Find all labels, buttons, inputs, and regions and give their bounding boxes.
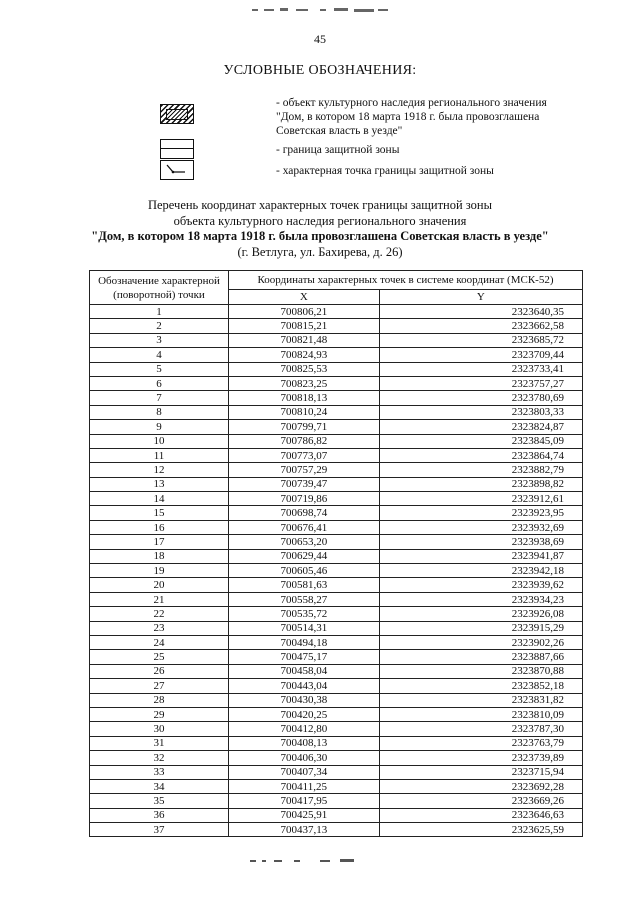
x-coordinate-cell: 700821,48	[229, 333, 380, 347]
point-number-cell: 21	[90, 592, 229, 606]
x-coordinate-cell: 700458,04	[229, 664, 380, 678]
table-row	[90, 391, 583, 405]
column-header-point: Обозначение характерной (поворотной) точки	[90, 271, 229, 305]
heading-line-3: "Дом, в котором 18 марта 1918 г. была провозглашена Советская власть в уезде"	[91, 229, 549, 243]
x-coordinate-cell: 700810,24	[229, 405, 380, 419]
heading-line-4: (г. Ветлуга, ул. Бахирева, д. 26)	[237, 244, 403, 259]
table-row	[90, 578, 583, 592]
x-coordinate-cell: 700443,04	[229, 679, 380, 693]
y-coordinate-cell: 2323739,89	[379, 751, 582, 765]
point-number-cell: 31	[90, 736, 229, 750]
point-number-cell: 14	[90, 492, 229, 506]
scan-artifact-bottom	[250, 858, 360, 864]
legend-title: УСЛОВНЫЕ ОБОЗНАЧЕНИЯ:	[223, 63, 417, 78]
table-row	[90, 751, 583, 765]
table-row	[90, 549, 583, 563]
point-number-cell: 24	[90, 635, 229, 649]
coordinates-table	[89, 270, 583, 837]
coordinates-table-body	[90, 305, 583, 837]
table-row	[90, 621, 583, 635]
heading-line-1: Перечень координат характерных точек границы защитной зоны	[147, 198, 493, 212]
x-coordinate-cell: 700437,13	[229, 823, 380, 837]
table-row	[90, 535, 583, 549]
table-row	[90, 305, 583, 319]
y-coordinate-cell: 2323941,87	[379, 549, 582, 563]
x-coordinate-cell: 700739,47	[229, 477, 380, 491]
table-row	[90, 319, 583, 333]
point-number-cell: 32	[90, 751, 229, 765]
characteristic-point-icon	[160, 160, 194, 180]
x-coordinate-cell: 700406,30	[229, 751, 380, 765]
x-coordinate-cell: 700653,20	[229, 535, 380, 549]
table-row	[90, 376, 583, 390]
table-row	[90, 736, 583, 750]
point-number-cell: 6	[90, 376, 229, 390]
point-number-cell: 4	[90, 348, 229, 362]
point-number-cell: 5	[90, 362, 229, 376]
y-coordinate-cell: 2323646,63	[379, 808, 582, 822]
x-coordinate-cell: 700815,21	[229, 319, 380, 333]
y-coordinate-cell: 2323692,28	[379, 779, 582, 793]
point-number-cell: 7	[90, 391, 229, 405]
table-row	[90, 592, 583, 606]
y-coordinate-cell: 2323780,69	[379, 391, 582, 405]
x-coordinate-cell: 700698,74	[229, 506, 380, 520]
y-coordinate-cell: 2323625,59	[379, 823, 582, 837]
point-number-cell: 16	[90, 520, 229, 534]
point-number-cell: 15	[90, 506, 229, 520]
y-coordinate-cell: 2323882,79	[379, 463, 582, 477]
y-coordinate-cell: 2323939,62	[379, 578, 582, 592]
table-row	[90, 794, 583, 808]
x-coordinate-cell: 700605,46	[229, 564, 380, 578]
table-row	[90, 607, 583, 621]
point-number-cell: 10	[90, 434, 229, 448]
y-coordinate-cell: 2323685,72	[379, 333, 582, 347]
y-coordinate-cell: 2323870,88	[379, 664, 582, 678]
point-number-cell: 2	[90, 319, 229, 333]
x-coordinate-cell: 700408,13	[229, 736, 380, 750]
table-row	[90, 362, 583, 376]
point-number-cell: 22	[90, 607, 229, 621]
y-coordinate-cell: 2323803,33	[379, 405, 582, 419]
column-header-y: Y	[379, 290, 582, 305]
x-coordinate-cell: 700818,13	[229, 391, 380, 405]
x-coordinate-cell: 700494,18	[229, 635, 380, 649]
point-number-cell: 19	[90, 564, 229, 578]
x-coordinate-cell: 700412,80	[229, 722, 380, 736]
x-coordinate-cell: 700581,63	[229, 578, 380, 592]
point-number-cell: 3	[90, 333, 229, 347]
x-coordinate-cell: 700514,31	[229, 621, 380, 635]
point-number-cell: 18	[90, 549, 229, 563]
y-coordinate-cell: 2323824,87	[379, 420, 582, 434]
y-coordinate-cell: 2323915,29	[379, 621, 582, 635]
point-number-cell: 37	[90, 823, 229, 837]
table-row	[90, 448, 583, 462]
y-coordinate-cell: 2323934,23	[379, 592, 582, 606]
point-number-cell: 33	[90, 765, 229, 779]
point-number-cell: 29	[90, 707, 229, 721]
x-coordinate-cell: 700825,53	[229, 362, 380, 376]
point-number-cell: 17	[90, 535, 229, 549]
x-coordinate-cell: 700806,21	[229, 305, 380, 319]
point-number-cell: 8	[90, 405, 229, 419]
hatched-rectangle-icon	[160, 104, 194, 124]
y-coordinate-cell: 2323898,82	[379, 477, 582, 491]
x-coordinate-cell: 700629,44	[229, 549, 380, 563]
x-coordinate-cell: 700535,72	[229, 607, 380, 621]
point-number-cell: 9	[90, 420, 229, 434]
column-header-x: X	[229, 290, 380, 305]
y-coordinate-cell: 2323942,18	[379, 564, 582, 578]
table-row	[90, 506, 583, 520]
x-coordinate-cell: 700475,17	[229, 650, 380, 664]
boundary-line-icon	[160, 139, 194, 159]
y-coordinate-cell: 2323709,44	[379, 348, 582, 362]
point-number-cell: 13	[90, 477, 229, 491]
legend-item-text: - граница защитной зоны	[276, 144, 400, 156]
table-row	[90, 722, 583, 736]
x-coordinate-cell: 700757,29	[229, 463, 380, 477]
table-row	[90, 463, 583, 477]
table-row	[90, 405, 583, 419]
table-row	[90, 707, 583, 721]
table-row	[90, 823, 583, 837]
legend-item-text: - объект культурного наследия регионального значения "Дом, в котором 18 марта 1918 г. была провозглашена Советская власть в уезде"	[276, 97, 547, 137]
table-row	[90, 434, 583, 448]
y-coordinate-cell: 2323757,27	[379, 376, 582, 390]
x-coordinate-cell: 700558,27	[229, 592, 380, 606]
y-coordinate-cell: 2323669,26	[379, 794, 582, 808]
y-coordinate-cell: 2323938,69	[379, 535, 582, 549]
table-row	[90, 693, 583, 707]
y-coordinate-cell: 2323852,18	[379, 679, 582, 693]
y-coordinate-cell: 2323923,95	[379, 506, 582, 520]
point-number-cell: 11	[90, 448, 229, 462]
y-coordinate-cell: 2323831,82	[379, 693, 582, 707]
x-coordinate-cell: 700719,86	[229, 492, 380, 506]
y-coordinate-cell: 2323887,66	[379, 650, 582, 664]
x-coordinate-cell: 700799,71	[229, 420, 380, 434]
table-row	[90, 779, 583, 793]
table-row	[90, 664, 583, 678]
y-coordinate-cell: 2323733,41	[379, 362, 582, 376]
x-coordinate-cell: 700417,95	[229, 794, 380, 808]
table-row	[90, 765, 583, 779]
table-row	[90, 520, 583, 534]
x-coordinate-cell: 700420,25	[229, 707, 380, 721]
point-number-cell: 25	[90, 650, 229, 664]
heading-line-2: объекта культурного наследия регионального значения	[173, 213, 467, 228]
y-coordinate-cell: 2323845,09	[379, 434, 582, 448]
y-coordinate-cell: 2323810,09	[379, 707, 582, 721]
point-number-cell: 28	[90, 693, 229, 707]
legend-item-text: - характерная точка границы защитной зоны	[276, 165, 494, 177]
table-row	[90, 477, 583, 491]
scan-artifact-top	[250, 6, 400, 14]
y-coordinate-cell: 2323912,61	[379, 492, 582, 506]
point-number-cell: 1	[90, 305, 229, 319]
coordinates-heading	[0, 198, 640, 260]
y-coordinate-cell: 2323640,35	[379, 305, 582, 319]
y-coordinate-cell: 2323662,58	[379, 319, 582, 333]
y-coordinate-cell: 2323864,74	[379, 448, 582, 462]
point-number-cell: 27	[90, 679, 229, 693]
point-number-cell: 35	[90, 794, 229, 808]
table-row	[90, 333, 583, 347]
page-number: 45	[314, 32, 326, 46]
table-row	[90, 808, 583, 822]
table-row	[90, 420, 583, 434]
x-coordinate-cell: 700824,93	[229, 348, 380, 362]
table-row	[90, 650, 583, 664]
y-coordinate-cell: 2323902,26	[379, 635, 582, 649]
x-coordinate-cell: 700676,41	[229, 520, 380, 534]
x-coordinate-cell: 700773,07	[229, 448, 380, 462]
x-coordinate-cell: 700786,82	[229, 434, 380, 448]
point-number-cell: 20	[90, 578, 229, 592]
point-number-cell: 30	[90, 722, 229, 736]
point-number-cell: 34	[90, 779, 229, 793]
point-number-cell: 12	[90, 463, 229, 477]
table-row	[90, 679, 583, 693]
x-coordinate-cell: 700823,25	[229, 376, 380, 390]
x-coordinate-cell: 700430,38	[229, 693, 380, 707]
table-row	[90, 635, 583, 649]
y-coordinate-cell: 2323715,94	[379, 765, 582, 779]
point-number-cell: 23	[90, 621, 229, 635]
table-row	[90, 564, 583, 578]
x-coordinate-cell: 700411,25	[229, 779, 380, 793]
x-coordinate-cell: 700425,91	[229, 808, 380, 822]
point-number-cell: 26	[90, 664, 229, 678]
y-coordinate-cell: 2323926,08	[379, 607, 582, 621]
x-coordinate-cell: 700407,34	[229, 765, 380, 779]
table-row	[90, 492, 583, 506]
point-number-cell: 36	[90, 808, 229, 822]
y-coordinate-cell: 2323787,30	[379, 722, 582, 736]
y-coordinate-cell: 2323932,69	[379, 520, 582, 534]
y-coordinate-cell: 2323763,79	[379, 736, 582, 750]
table-row	[90, 348, 583, 362]
column-header-coordinates: Координаты характерных точек в системе координат (МСК-52)	[229, 271, 583, 290]
